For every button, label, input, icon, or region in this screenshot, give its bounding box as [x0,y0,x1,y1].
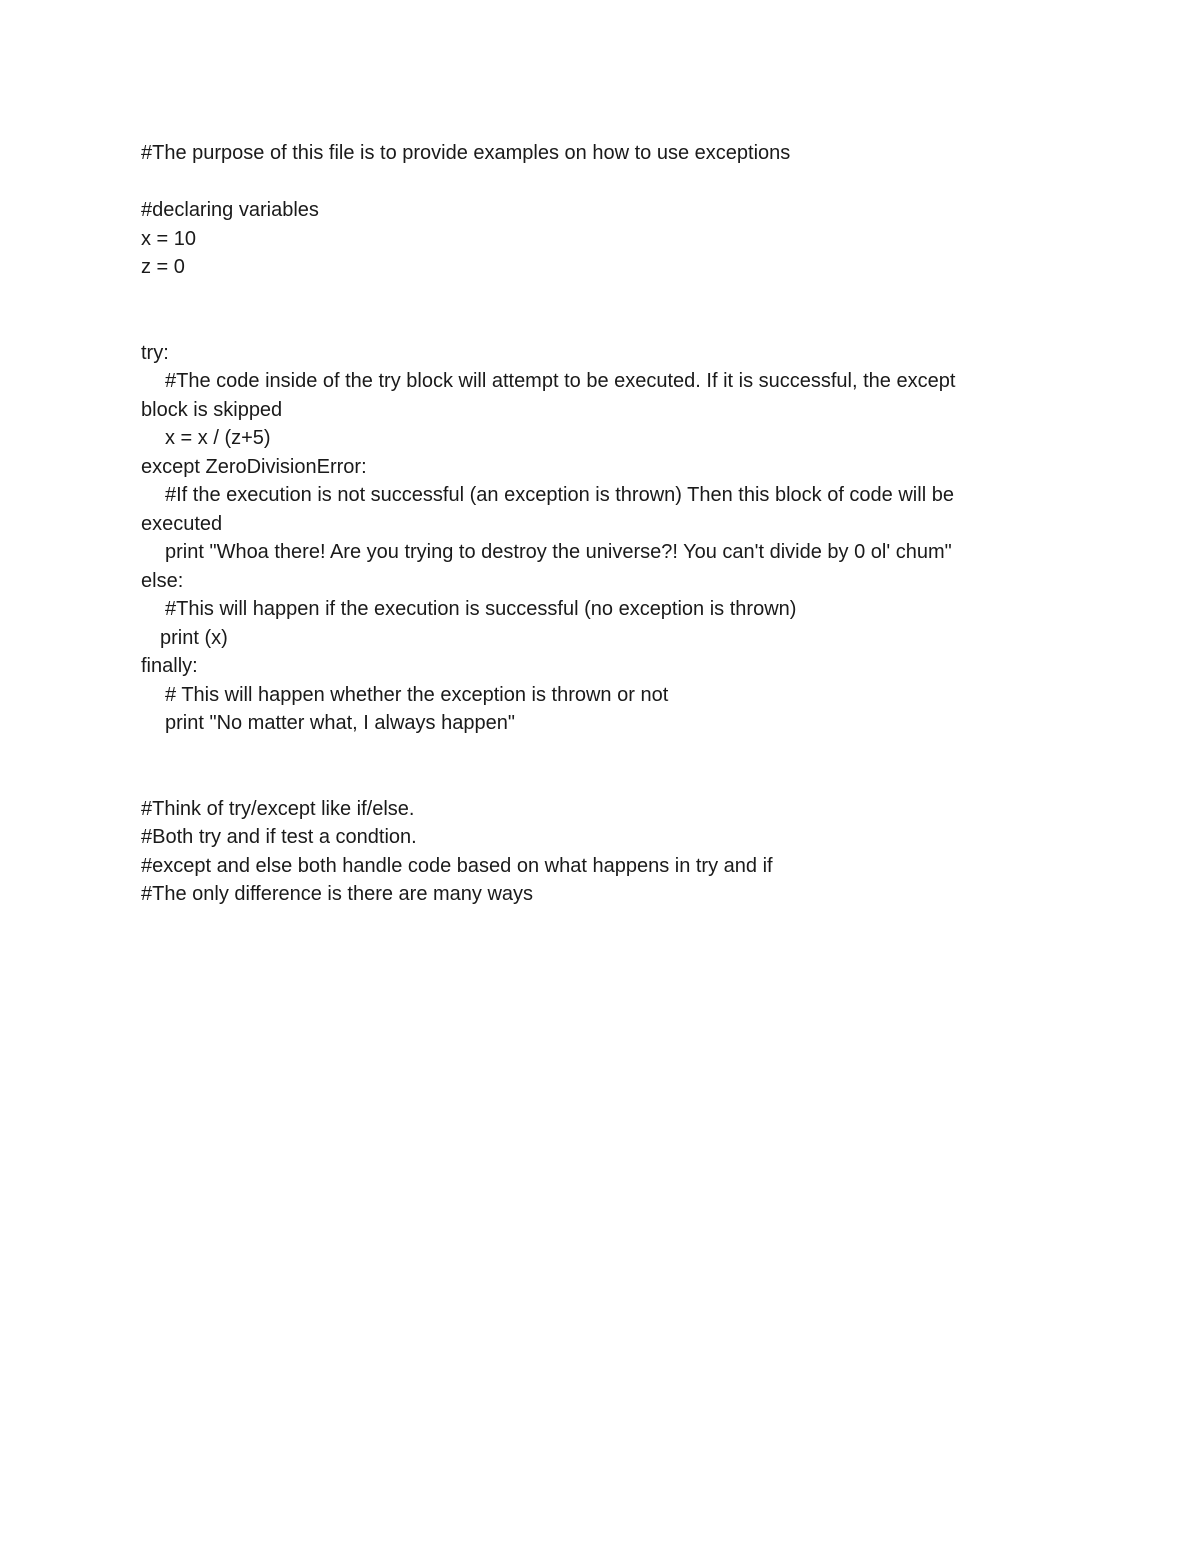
blank-line [141,282,1031,311]
summary-line-2: #Both try and if test a condtion. [141,826,417,848]
try-keyword: try: [141,341,169,364]
try-statement: x = x / (z+5) [165,427,271,449]
intro-comment: #The purpose of this file is to provide examples on how to use exceptions [141,142,791,164]
finally-keyword: finally: [141,655,198,677]
else-keyword: else: [141,569,184,592]
summary-line-1: #Think of try/except like if/else. [141,797,415,820]
blank-line [141,766,1031,795]
x-declaration: x = 10 [141,227,197,250]
declare-comment: #declaring variables [141,199,319,221]
try-comment-line-2: block is skipped [141,398,283,421]
document-body [141,139,1031,909]
else-comment: #This will happen if the execution is successful (no exception is thrown) [165,598,797,620]
except-comment-line-2: executed [141,512,223,535]
summary-line-4: #The only difference is there are many ways [141,883,534,905]
blank-line [141,310,1031,339]
z-declaration: z = 0 [141,256,185,278]
except-statement: print "Whoa there! Are you trying to destroy the universe?! You can't divide by 0 ol' chum" [165,541,952,563]
try-comment-line-1: #The code inside of the try block will attempt to be executed. If it is successful, the except [165,370,956,392]
finally-statement: print "No matter what, I always happen" [165,712,515,734]
except-keyword: except ZeroDivisionError: [141,455,367,478]
blank-line [141,168,1031,197]
finally-comment: # This will happen whether the exception is thrown or not [165,683,669,706]
blank-line [141,738,1031,767]
except-comment-line-1: #If the execution is not successful (an exception is thrown) Then this block of code will be [165,484,954,506]
else-statement: print (x) [160,626,228,649]
summary-line-3: #except and else both handle code based on what happens in try and if [141,854,773,877]
